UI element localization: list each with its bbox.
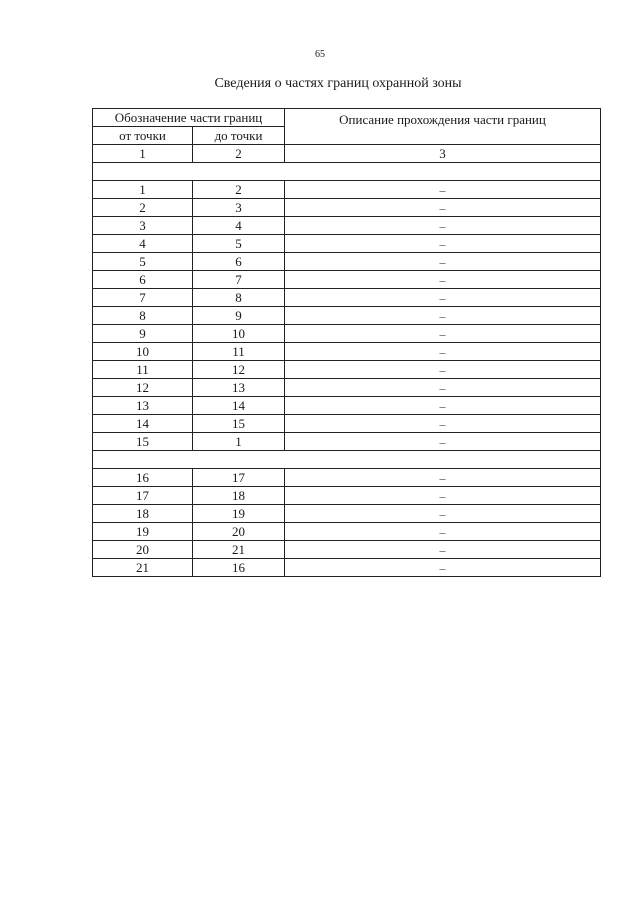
from-point-cell: 15	[93, 433, 193, 451]
table-row	[93, 379, 601, 397]
description-cell: –	[285, 379, 601, 397]
to-point-cell: 13	[193, 379, 285, 397]
description-cell: –	[285, 199, 601, 217]
table-row	[93, 397, 601, 415]
description-cell: –	[285, 505, 601, 523]
header-group-label: Обозначение части границ	[93, 109, 285, 127]
from-point-cell: 20	[93, 541, 193, 559]
table-row	[93, 253, 601, 271]
from-point-cell: 6	[93, 271, 193, 289]
description-cell: –	[285, 523, 601, 541]
to-point-cell: 15	[193, 415, 285, 433]
to-point-cell: 21	[193, 541, 285, 559]
description-cell: –	[285, 235, 601, 253]
from-point-cell: 18	[93, 505, 193, 523]
to-point-cell: 12	[193, 361, 285, 379]
table-row	[93, 469, 601, 487]
from-point-cell: 13	[93, 397, 193, 415]
table-row	[93, 523, 601, 541]
description-cell: –	[285, 559, 601, 577]
to-point-cell: 19	[193, 505, 285, 523]
description-cell: –	[285, 289, 601, 307]
to-point-cell: 8	[193, 289, 285, 307]
to-point-cell: 2	[193, 181, 285, 199]
table-row	[93, 181, 601, 199]
column-number: 2	[193, 145, 285, 163]
description-cell: –	[285, 541, 601, 559]
table-row	[93, 235, 601, 253]
section-separator-row	[93, 451, 601, 469]
table-row	[93, 415, 601, 433]
column-number-row	[93, 145, 601, 163]
header-description: Описание прохождения части границ	[285, 109, 601, 145]
from-point-cell: 4	[93, 235, 193, 253]
description-cell: –	[285, 433, 601, 451]
boundary-parts-table	[92, 108, 601, 577]
from-point-cell: 19	[93, 523, 193, 541]
table-row	[93, 307, 601, 325]
description-cell: –	[285, 307, 601, 325]
header-to-point: до точки	[193, 127, 285, 145]
table-row	[93, 289, 601, 307]
to-point-cell: 14	[193, 397, 285, 415]
table-body	[93, 109, 601, 577]
table-row	[93, 433, 601, 451]
table-row	[93, 559, 601, 577]
from-point-cell: 8	[93, 307, 193, 325]
description-cell: –	[285, 271, 601, 289]
table-row	[93, 199, 601, 217]
to-point-cell: 18	[193, 487, 285, 505]
description-cell: –	[285, 343, 601, 361]
from-point-cell: 9	[93, 325, 193, 343]
section-separator-cell	[93, 163, 601, 181]
to-point-cell: 5	[193, 235, 285, 253]
description-cell: –	[285, 361, 601, 379]
page-number: 65	[315, 49, 325, 60]
from-point-cell: 5	[93, 253, 193, 271]
from-point-cell: 16	[93, 469, 193, 487]
from-point-cell: 12	[93, 379, 193, 397]
page-title: Сведения о частях границ охранной зоны	[214, 76, 462, 91]
table-row	[93, 217, 601, 235]
from-point-cell: 1	[93, 181, 193, 199]
to-point-cell: 4	[193, 217, 285, 235]
table-row	[93, 541, 601, 559]
description-cell: –	[285, 415, 601, 433]
from-point-cell: 10	[93, 343, 193, 361]
table-row	[93, 487, 601, 505]
from-point-cell: 21	[93, 559, 193, 577]
section-separator-row	[93, 163, 601, 181]
to-point-cell: 3	[193, 199, 285, 217]
from-point-cell: 17	[93, 487, 193, 505]
from-point-cell: 14	[93, 415, 193, 433]
header-from-point: от точки	[93, 127, 193, 145]
description-cell: –	[285, 325, 601, 343]
to-point-cell: 10	[193, 325, 285, 343]
column-number: 1	[93, 145, 193, 163]
description-cell: –	[285, 487, 601, 505]
description-cell: –	[285, 181, 601, 199]
table-row	[93, 505, 601, 523]
table-row	[93, 271, 601, 289]
from-point-cell: 3	[93, 217, 193, 235]
to-point-cell: 16	[193, 559, 285, 577]
description-cell: –	[285, 217, 601, 235]
description-cell: –	[285, 397, 601, 415]
to-point-cell: 17	[193, 469, 285, 487]
from-point-cell: 2	[93, 199, 193, 217]
table-row	[93, 361, 601, 379]
header-row	[93, 109, 601, 127]
from-point-cell: 7	[93, 289, 193, 307]
section-separator-cell	[93, 451, 601, 469]
to-point-cell: 9	[193, 307, 285, 325]
to-point-cell: 7	[193, 271, 285, 289]
to-point-cell: 11	[193, 343, 285, 361]
to-point-cell: 6	[193, 253, 285, 271]
description-cell: –	[285, 469, 601, 487]
table-row	[93, 325, 601, 343]
from-point-cell: 11	[93, 361, 193, 379]
table-row	[93, 343, 601, 361]
to-point-cell: 20	[193, 523, 285, 541]
to-point-cell: 1	[193, 433, 285, 451]
description-cell: –	[285, 253, 601, 271]
column-number: 3	[285, 145, 601, 163]
